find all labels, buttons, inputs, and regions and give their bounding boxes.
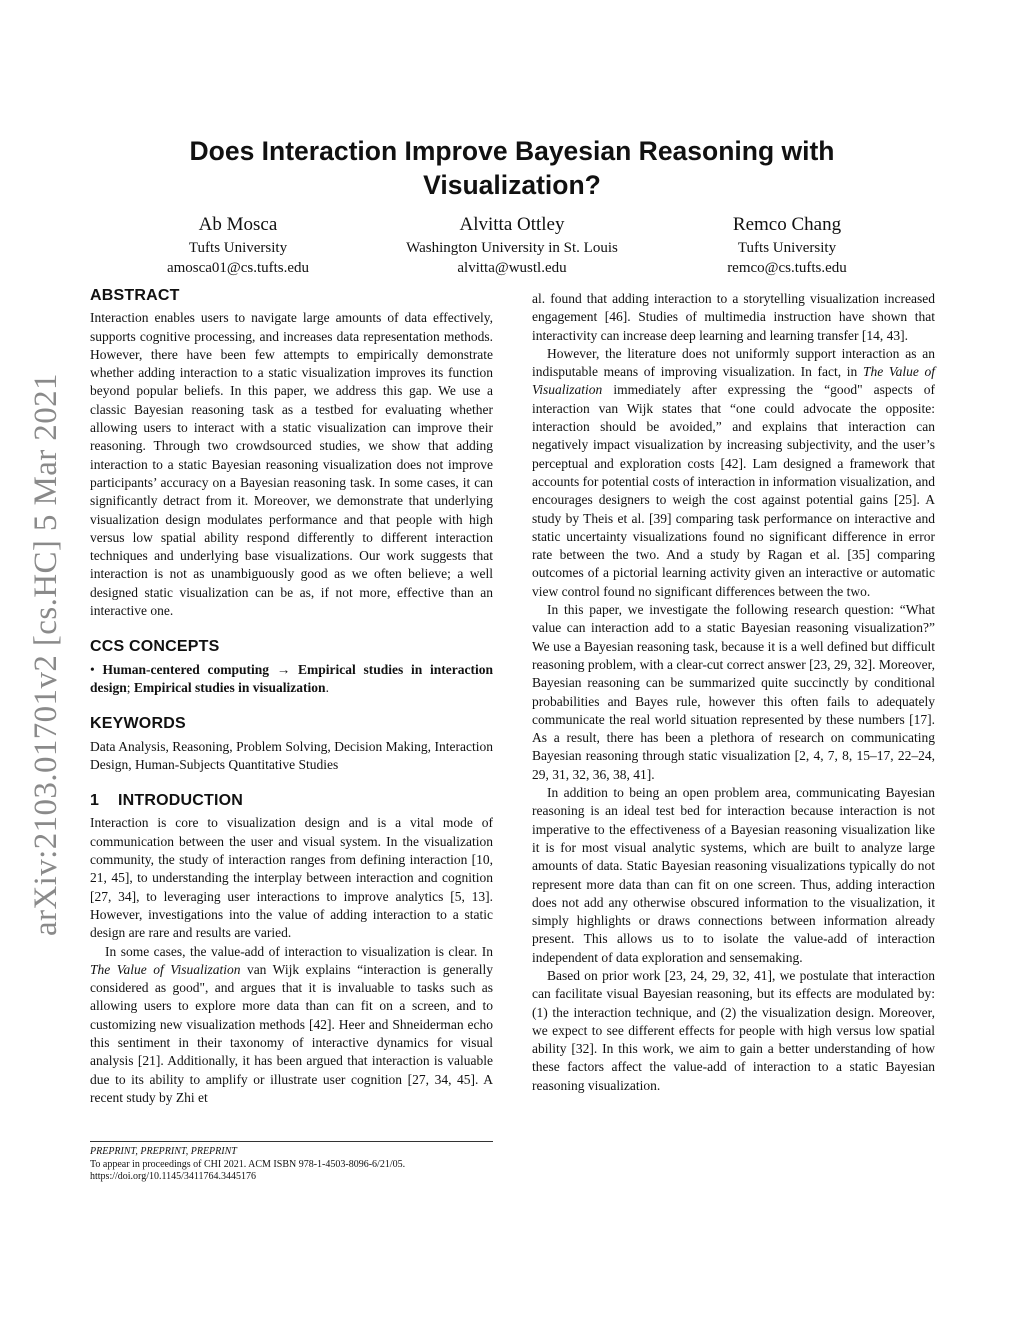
author-email: amosca01@cs.tufts.edu (166, 260, 310, 276)
author-name: Alvitta Ottley (459, 214, 565, 235)
book-title: The Value of Visualization (90, 961, 241, 977)
text-run: immediately after expressing the “good" aspects of interaction van Wijk states that “one could advocate the opposite: interaction should be avoided,” and explains that interaction can negatively impact visualization by increasing subjectivity, and the user’s perceptual and exploration costs [42]. Lam designed a framework that accounts for potential costs of interaction in information visualization, and encourages designers to weigh the cost against potential gains [25]. A study by Theis et al. [39] comparing task performance on interactive and static uncertainty visualizations found no significant difference in error rate between the two. And a study by Ragan et al. [35] comparing outcomes of a pictorial learning activity given an interactive or automatic view control found no significant differences between the two. (532, 382, 935, 599)
ccs-bullet: • (90, 661, 95, 677)
introduction-heading (90, 792, 493, 810)
arxiv-identifier: arXiv:2103.01701v2 [cs.HC] 5 Mar 2021 (28, 373, 64, 937)
author-block (88, 212, 388, 278)
title-line-1: Does Interaction Improve Bayesian Reasoning with (189, 136, 835, 166)
text-run: van Wijk explains “interaction is generally considered as good", and argues that it is invaluable to tasks such as allowing users to explore more data than can fit on a screen, and to customizing new visualization methods [42]. Heer and Shneiderman echo this sentiment in their taxonomy of interactive dynamics for visual analysis [21]. Additionally, it has been argued that interaction is valuable due to its ability to amplify or illustrate user cognition [27, 34, 45]. A recent study by Zhi et (90, 961, 493, 1105)
footnote (90, 1141, 493, 1184)
keywords-text: Data Analysis, Reasoning, Problem Solving, Decision Making, Interaction Design, Human-Subjects Quantitative Studies (90, 738, 493, 772)
author-block (637, 212, 937, 278)
ccs-part-3: Empirical studies in visualization (133, 679, 326, 695)
intro-paragraph-2 (90, 943, 493, 1108)
right-paragraph-1: al. found that adding interaction to a storytelling visualization increased engagement [46]. Studies of multimedia instruction have shown that interactivity can increase deep learning and learning transfer [14, 43]. (532, 291, 935, 343)
section-number: 1 (90, 792, 100, 810)
ccs-end: . (325, 679, 329, 695)
keywords-heading: KEYWORDS (90, 715, 186, 733)
ccs-heading: CCS CONCEPTS (90, 638, 220, 656)
text-run: However, the literature does not uniformly support interaction as an indisputable means of improving visualization. In fact, in (532, 345, 935, 380)
preprint-notice: PREPRINT, PREPRINT, PREPRINT (90, 1146, 237, 1157)
author-name: Remco Chang (732, 214, 842, 235)
ccs-separator: ; (126, 679, 131, 695)
right-paragraph-5: Based on prior work [23, 24, 29, 32, 41], we postulate that interaction can facilitate visual Bayesian reasoning, but its effects are modulated by: (1) the interaction technique, and (2) the visualization design. Moreover, we expect to see different effects for people with high versus low spatial ability [32]. In this work, we aim to gain a better understanding of how these factors affect the value-add of interaction to a static Bayesian reasoning visualization. (532, 967, 935, 1093)
ccs-part-2: Empirical studies in interaction design (90, 661, 494, 695)
right-paragraph-3: In this paper, we investigate the following research question: “What value can interaction add to a static Bayesian reasoning visualization?” We use a Bayesian reasoning task, because it is a well defined but difficult reasoning problem, with a clear-cut correct answer [23, 29, 32]. Moreover, Bayesian reasoning can be summarized quite succinctly by conditional probabilities and Bayes rule, however this often fails to adequately communicate the real world situation represented by these numbers [17]. As a result, there has been a plethora of research on communicating Bayesian reasoning through static visualization [2, 4, 7, 8, 15–17, 22–24, 29, 31, 32, 36, 38, 41]. (532, 602, 935, 782)
author-name: Ab Mosca (198, 214, 278, 235)
author-affiliation: Tufts University (188, 240, 288, 256)
intro-paragraph-1: Interaction is core to visualization design and is a vital mode of communication between the user and visual system. In the visualization community, the study of interaction ranges from defining interaction [10, 21, 45], to understanding the interplay between interaction and cognition [27, 34], to leveraging user interactions to improve analytics [5, 13]. However, investigations into the value of adding interaction to a static design are rare and results are varied. (90, 815, 493, 941)
right-paragraph-4: In addition to being an open problem area, communicating Bayesian reasoning is an ideal test bed for interaction because interaction is not imperative to the effectiveness of a Bayesian reasoning visualization like it is for most visual analytic systems, which are built to analyze large amounts of data. Static Bayesian reasoning visualizations typically do not represent more data than can fit on one screen. Thus, adding interaction does not add any otherwise obscured information to the visualization, it simply highlights or draws connections between information already present. This allows us to to isolate the value-add of interaction independent of data exploration and sensemaking. (532, 785, 935, 965)
left-column (90, 287, 493, 1107)
ccs-part-1: Human-centered computing (102, 661, 269, 677)
author-email: remco@cs.tufts.edu (727, 260, 847, 276)
ccs-concepts (90, 661, 493, 698)
author-affiliation: Tufts University (737, 240, 837, 256)
book-title: The Value of Visualization (532, 364, 935, 398)
text-run: In some cases, the value-add of interaction to visualization is clear. In (105, 943, 493, 959)
author-block (362, 212, 662, 278)
ccs-arrow: → (276, 661, 291, 677)
abstract-text: Interaction enables users to navigate large amounts of data effectively, supports cognitive processing, and increases data representation methods. However, there have been few attempts to empirically demonstrate whether adding interaction to a static visualization improves its function beyond popular beliefs. In this paper, we address this gap. We use a classic Bayesian reasoning task as a testbed for evaluating whether allowing users to interact with a static visualization can improve their reasoning. Through two crowdsourced studies, we show that adding interaction to a static Bayesian reasoning visualization does not improve participants’ accuracy on a Bayesian reasoning task. In some cases, it can significantly detract from it. Moreover, we demonstrate that underlying visualization design modulates performance and that people with high versus low spatial ability respond differently to different interaction techniques and underlying base visualizations. Our work suggests that interaction is not as unambiguously good as we often believe; a well designed static visualization can be as, if not more, effective than an interactive one. (90, 310, 493, 619)
right-paragraph-2 (532, 345, 935, 601)
doi-link[interactable]: https://doi.org/10.1145/3411764.3445176 (90, 1171, 257, 1182)
section-title: INTRODUCTION (118, 792, 244, 810)
author-email: alvitta@wustl.edu (457, 260, 567, 276)
paper-title (150, 134, 874, 202)
proceedings-notice: To appear in proceedings of CHI 2021. ACM ISBN 978-1-4503-8096-6/21/05. (90, 1158, 406, 1170)
abstract-heading: ABSTRACT (90, 287, 180, 304)
title-line-2: Visualization? (423, 170, 601, 200)
author-affiliation: Washington University in St. Louis (406, 240, 618, 256)
right-column (532, 290, 935, 1095)
